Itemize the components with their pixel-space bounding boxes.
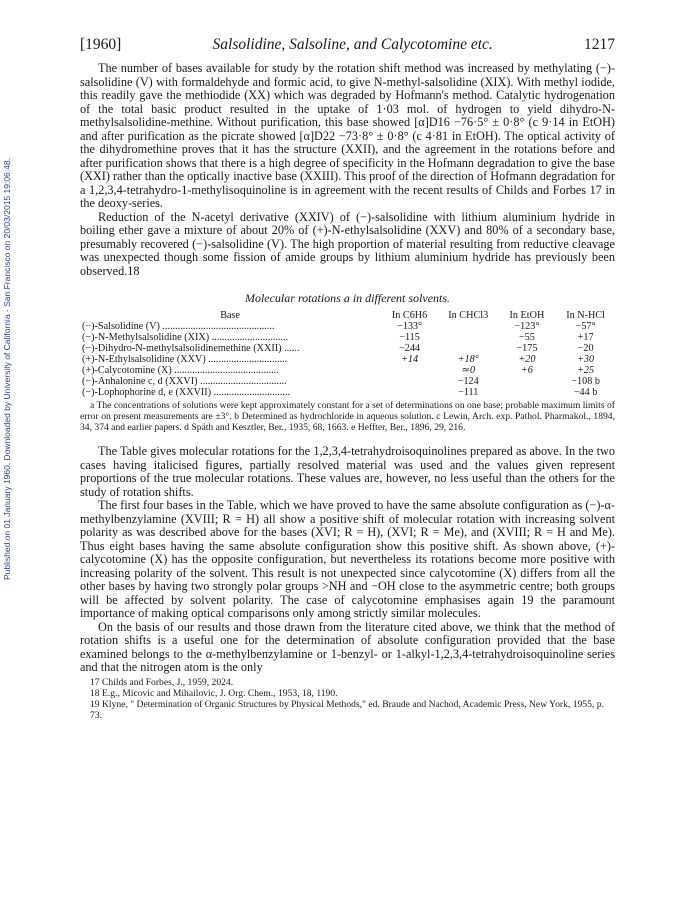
row-etoh (498, 376, 557, 387)
paragraph-reduction: Reduction of the N-acetyl derivative (XXIV) of (−)-salsolidine with lithium aluminium hydride in boiling ether gave a mixture of about 20% of (+)-N-ethylsalsolidine (XXV) and 80% of a secondary base, presumably recovered (−)-salsolidine (V). The high proportion of material resulting from reductive cleavage was unexpected though some fission of amide groups by lithium aluminium hydride has previously been observed.18 (80, 209, 615, 278)
col-header-c6h6: In C6H6 (391, 310, 428, 321)
paragraph-configuration: The first four bases in the Table, which we have proved to have the same absolute configuration as (−)-α-methylbenzylamine (XVIII; R = H) all show a positive shift of molecular rotation with increasing solvent polarity as was described above for the bases (XVI; R = H), (XVI; R = Me), and (XVIII; R = H and Me). Thus eight bases having the same absolute configuration show this positive shift. As shown above, (+)-calycotomine (X) has the opposite configuration, but nevertheless its rotations become more positive with increasing polarity of the solvent. This result is not unexpected since calycotomine (X) differs from all the other bases by having two strongly polar groups >NH and −OH close to the asymmetric centre; both groups will be affected by solvent polarity. The case of calycotomine emphasises again 19 the paramount importance of making optical comparisons only among strictly similar molecules. (80, 498, 615, 621)
journal-page (80, 36, 615, 721)
paragraph-conclusion: On the basis of our results and those drawn from the literature cited above, we think that the method of rotation shifts is a useful one for the determination of absolute configuration provided that the base examined belongs to the α-methylbenzylamine or 1-benzyl- or 1-alkyl-1,2,3,4-tetrahydroisoquinoline series and that the nitrogen atom is the only (80, 619, 615, 675)
row-c6h6: +14 (401, 354, 419, 365)
row-etoh: +6 (520, 365, 533, 376)
row-c6h6: −115 (399, 332, 420, 343)
table-row (80, 343, 615, 354)
row-base: (−)-Lophophorine d, e (XXVII) .............................. (82, 387, 291, 398)
row-nhcl: +17 (577, 332, 594, 343)
row-etoh: −123° (514, 321, 540, 332)
col-header-base: Base (220, 310, 241, 321)
row-chcl3 (439, 321, 498, 332)
paragraph-hofmann-degradation: The number of bases available for study by the rotation shift method was increased by methylating (−)-salsolidine (V) with formaldehyde and formic acid, to give N-methyl-salsolidine (XIX). With methyl iodide, this readily gave the methiodide (XX) which was degraded by Hofmann's method. Catalytic hydrogenation of the total basic product resulted in the uptake of 1·03 mol. of hydrogen to yield dihydro-N-methylsalsolidine-methine. Without purification, this base showed [α]D16 −76·5° ± 0·8° (c 9·14 in EtOH) and after purification as the picrate showed [α]D22 −73·8° ± 0·8° (c 4·81 in EtOH). The optical activity of the dihydromethine proves that it has the structure (XXII), and the agreement in the rotations before and after purification shows that there is a high degree of specificity in the Hofmann degradation to give the base (XXI) rather than the optically inactive base (XXIII). This proof of the direction of Hofmann degradation for a 1,2,3,4-tetrahydro-1-methylisoquinoline is in agreement with the recent results of Childs and Forbes 17 in the deoxy-series. (80, 61, 615, 210)
molecular-rotations-table (80, 310, 615, 398)
header-year: [1960] (80, 36, 122, 53)
header-title: Salsolidine, Salsoline, and Calycotomine etc. (212, 36, 493, 53)
row-base: (+)-N-Ethylsalsolidine (XXV) ............................... (82, 354, 288, 365)
row-chcl3: ≃0 (461, 365, 476, 376)
row-chcl3 (439, 332, 498, 343)
row-nhcl: −108 b (571, 376, 600, 387)
row-nhcl: +25 (577, 365, 595, 376)
header-page-number: 1217 (583, 36, 615, 53)
table-caption: Molecular rotations a in different solvents. (244, 291, 451, 305)
row-base: (−)-Anhalonine c, d (XXVI) .................................. (82, 376, 287, 387)
row-base: (−)-Dihydro-N-methylsalsolidinemethine (XXII) ...... (82, 343, 300, 354)
row-etoh: −175 (516, 343, 538, 354)
row-nhcl: −20 (577, 343, 594, 354)
col-header-chcl3: In CHCl3 (448, 310, 489, 321)
row-c6h6: −244 (399, 343, 421, 354)
row-nhcl: −57° (575, 321, 596, 332)
table-header-row (80, 310, 615, 321)
row-etoh: −55 (518, 332, 535, 343)
footnote-19: 19 Klyne, " Determination of Organic Structures by Physical Methods," ed. Braude and Nachod, Academic Press, New York, 1955, p. 73. (90, 698, 604, 721)
row-chcl3: −111 (458, 387, 479, 398)
row-c6h6: −133° (396, 321, 423, 332)
row-chcl3: −124 (457, 376, 479, 387)
footnote-17: 17 Childs and Forbes, J., 1959, 2024. (90, 676, 234, 688)
row-etoh: +20 (518, 354, 536, 365)
row-chcl3: +18° (457, 354, 479, 365)
row-etoh (498, 387, 557, 398)
table-row (80, 321, 615, 332)
running-header (80, 36, 615, 54)
row-nhcl: +30 (577, 354, 595, 365)
paragraph-table-description: The Table gives molecular rotations for the 1,2,3,4-tetrahydroisoquinolines prepared as above. In the two cases having italicised figures, partially resolved material was used and the values given represent proportions of the true molecular rotations. These values are, however, no less useful than the others for the study of rotation shifts. (80, 444, 615, 499)
row-base: (−)-Salsolidine (V) ............................................ (82, 321, 275, 332)
footnotes (80, 677, 615, 721)
row-nhcl: −44 b (573, 387, 598, 398)
table-notes: a The concentrations of solutions were kept approximately constant for a set of determinations on one base; probable maximum limits of error on present measurements are ±3°. b Determined as hydrochloride in aqueous solution. c Lewin, Arch. exp. Pathol. Pharmakol., 1894, 34, 374 and earlier papers. d Späth and Kesztler, Ber., 1935, 68, 1663. e Heffter, Ber., 1896, 29, 216. (80, 400, 615, 433)
table-row (80, 376, 615, 387)
row-base: (+)-Calycotomine (X) ......................................... (82, 365, 279, 376)
download-notice-sidebar (2, 60, 16, 600)
download-notice-text: Published on 01 January 1960. Downloaded by University of California - San Francisco on 20/03/2015 19:06:48. (2, 158, 12, 580)
table-row (80, 332, 615, 343)
table-row (80, 387, 615, 398)
col-header-etoh: In EtOH (509, 310, 545, 321)
table-row (80, 365, 615, 376)
row-c6h6 (380, 387, 439, 398)
col-header-nhcl: In N-HCl (566, 310, 605, 321)
row-base: (−)-N-Methylsalsolidine (XIX) .............................. (82, 332, 289, 343)
row-c6h6 (380, 376, 439, 387)
footnote-18: 18 E.g., Micovic and Mihailovic, J. Org. Chem., 1953, 18, 1190. (90, 687, 338, 699)
table-row (80, 354, 615, 365)
row-chcl3 (439, 343, 498, 354)
row-c6h6 (380, 365, 439, 376)
